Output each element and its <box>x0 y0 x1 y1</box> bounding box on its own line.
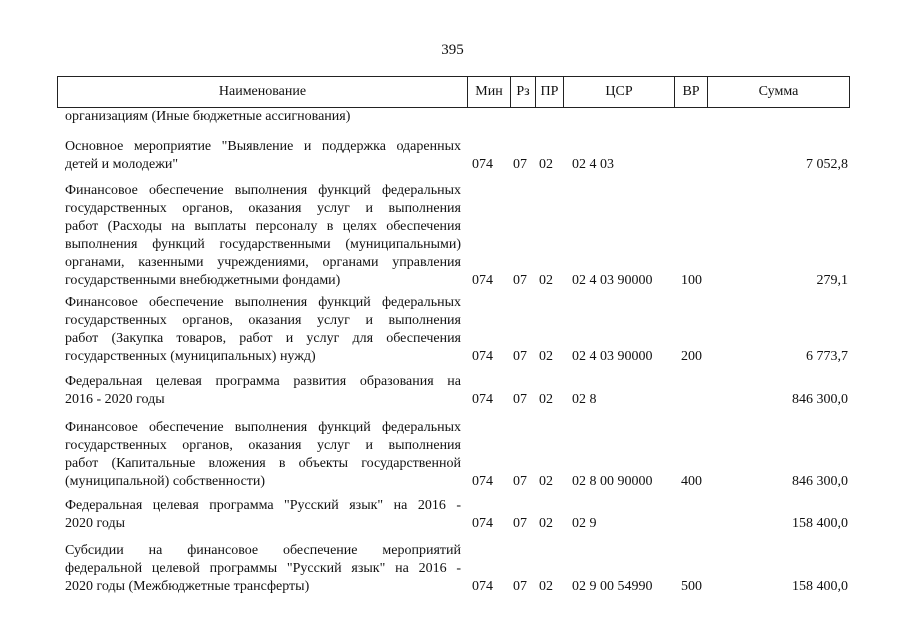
row-name-line: Финансовое обеспечение выполнения функций федеральных <box>65 420 461 435</box>
row-sum-value: 279,1 <box>816 273 848 288</box>
row-csr-value: 02 9 00 54990 <box>572 579 653 594</box>
row-name-line: Федеральная целевая программа развития образования на <box>65 374 461 389</box>
row-min-value: 074 <box>472 349 493 364</box>
row-csr-value: 02 8 00 90000 <box>572 474 653 489</box>
row-pr-value: 02 <box>539 579 553 594</box>
row-name-line: Финансовое обеспечение выполнения функций федеральных <box>65 295 461 310</box>
row-vr-value: 200 <box>681 349 702 364</box>
row-min-value: 074 <box>472 157 493 172</box>
row-min-value: 074 <box>472 273 493 288</box>
row-name-line: 2016 - 2020 годы <box>65 392 165 407</box>
row-name-line: Федеральная целевая программа "Русский язык" на 2016 - <box>65 498 461 513</box>
row-name <box>65 294 461 366</box>
row-vr-value: 400 <box>681 474 702 489</box>
row-name-line: Основное мероприятие "Выявление и поддержка одаренных <box>65 139 461 154</box>
row-name <box>65 182 461 290</box>
row-csr-value: 02 4 03 90000 <box>572 349 653 364</box>
row-sum-value: 158 400,0 <box>792 516 848 531</box>
row-pr-value: 02 <box>539 157 553 172</box>
column-header-name: Наименование <box>218 84 307 99</box>
row-name-line: работ (Закупка товаров, работ и услуг для обеспечения <box>65 331 461 346</box>
row-pr-value: 02 <box>539 273 553 288</box>
row-vr-value: 100 <box>681 273 702 288</box>
row-csr-value: 02 8 <box>572 392 597 407</box>
row-min-value: 074 <box>472 474 493 489</box>
row-name-line: государственными внебюджетными фондами) <box>65 273 341 288</box>
row-name-line: организациям (Иные бюджетные ассигнования) <box>65 109 351 124</box>
row-rz-value: 07 <box>513 157 527 172</box>
row-name-line: 2020 годы (Межбюджетные трансферты) <box>65 579 310 594</box>
row-name-line: государственных органов, оказания услуг и выполнения <box>65 201 461 216</box>
row-vr-value: 500 <box>681 579 702 594</box>
row-name <box>65 373 461 409</box>
row-name-line: органами, казенными учреждениями, органами управления <box>65 255 461 270</box>
row-sum-value: 846 300,0 <box>792 474 848 489</box>
row-min-value: 074 <box>472 516 493 531</box>
row-rz-value: 07 <box>513 273 527 288</box>
table-header <box>57 76 850 108</box>
row-pr-value: 02 <box>539 516 553 531</box>
column-header-min: Мин <box>467 77 510 107</box>
row-rz-value: 07 <box>513 474 527 489</box>
page-number: 395 <box>441 42 464 58</box>
row-name-line: государственных органов, оказания услуг и выполнения <box>65 438 461 453</box>
row-name-line: федеральной целевой программы "Русский язык" на 2016 - <box>65 561 461 576</box>
row-name-line: работ (Капитальные вложения в объекты государственной <box>65 456 461 471</box>
column-header-rz: Рз <box>510 77 535 107</box>
column-header-pr: ПР <box>535 77 563 107</box>
row-csr-value: 02 4 03 <box>572 157 614 172</box>
row-name <box>65 542 461 596</box>
row-min-value: 074 <box>472 392 493 407</box>
row-rz-value: 07 <box>513 579 527 594</box>
column-header-vr: ВР <box>674 77 707 107</box>
row-name <box>65 138 461 174</box>
row-name-line: Субсидии на финансовое обеспечение мероприятий <box>65 543 461 558</box>
row-name-line: Финансовое обеспечение выполнения функций федеральных <box>65 183 461 198</box>
row-csr-value: 02 4 03 90000 <box>572 273 653 288</box>
row-name-line: государственных органов, оказания услуг и выполнения <box>65 313 461 328</box>
row-name-line: выполнения функций государственными (муниципальными) <box>65 237 461 252</box>
row-sum-value: 7 052,8 <box>806 157 848 172</box>
row-min-value: 074 <box>472 579 493 594</box>
row-rz-value: 07 <box>513 349 527 364</box>
row-pr-value: 02 <box>539 392 553 407</box>
row-pr-value: 02 <box>539 474 553 489</box>
row-pr-value: 02 <box>539 349 553 364</box>
row-name <box>65 108 461 126</box>
row-name <box>65 419 461 491</box>
row-name-line: 2020 годы <box>65 516 126 531</box>
row-name <box>65 497 461 533</box>
row-sum-value: 846 300,0 <box>792 392 848 407</box>
column-header-csr: ЦСР <box>563 77 674 107</box>
row-rz-value: 07 <box>513 516 527 531</box>
row-sum-value: 6 773,7 <box>806 349 848 364</box>
row-sum-value: 158 400,0 <box>792 579 848 594</box>
row-rz-value: 07 <box>513 392 527 407</box>
row-name-line: детей и молодежи" <box>65 157 179 172</box>
row-csr-value: 02 9 <box>572 516 597 531</box>
column-header-sum: Сумма <box>707 77 849 107</box>
row-name-line: работ (Расходы на выплаты персоналу в целях обеспечения <box>65 219 461 234</box>
row-name-line: (муниципальной) собственности) <box>65 474 266 489</box>
row-name-line: государственных (муниципальных) нужд) <box>65 349 316 364</box>
